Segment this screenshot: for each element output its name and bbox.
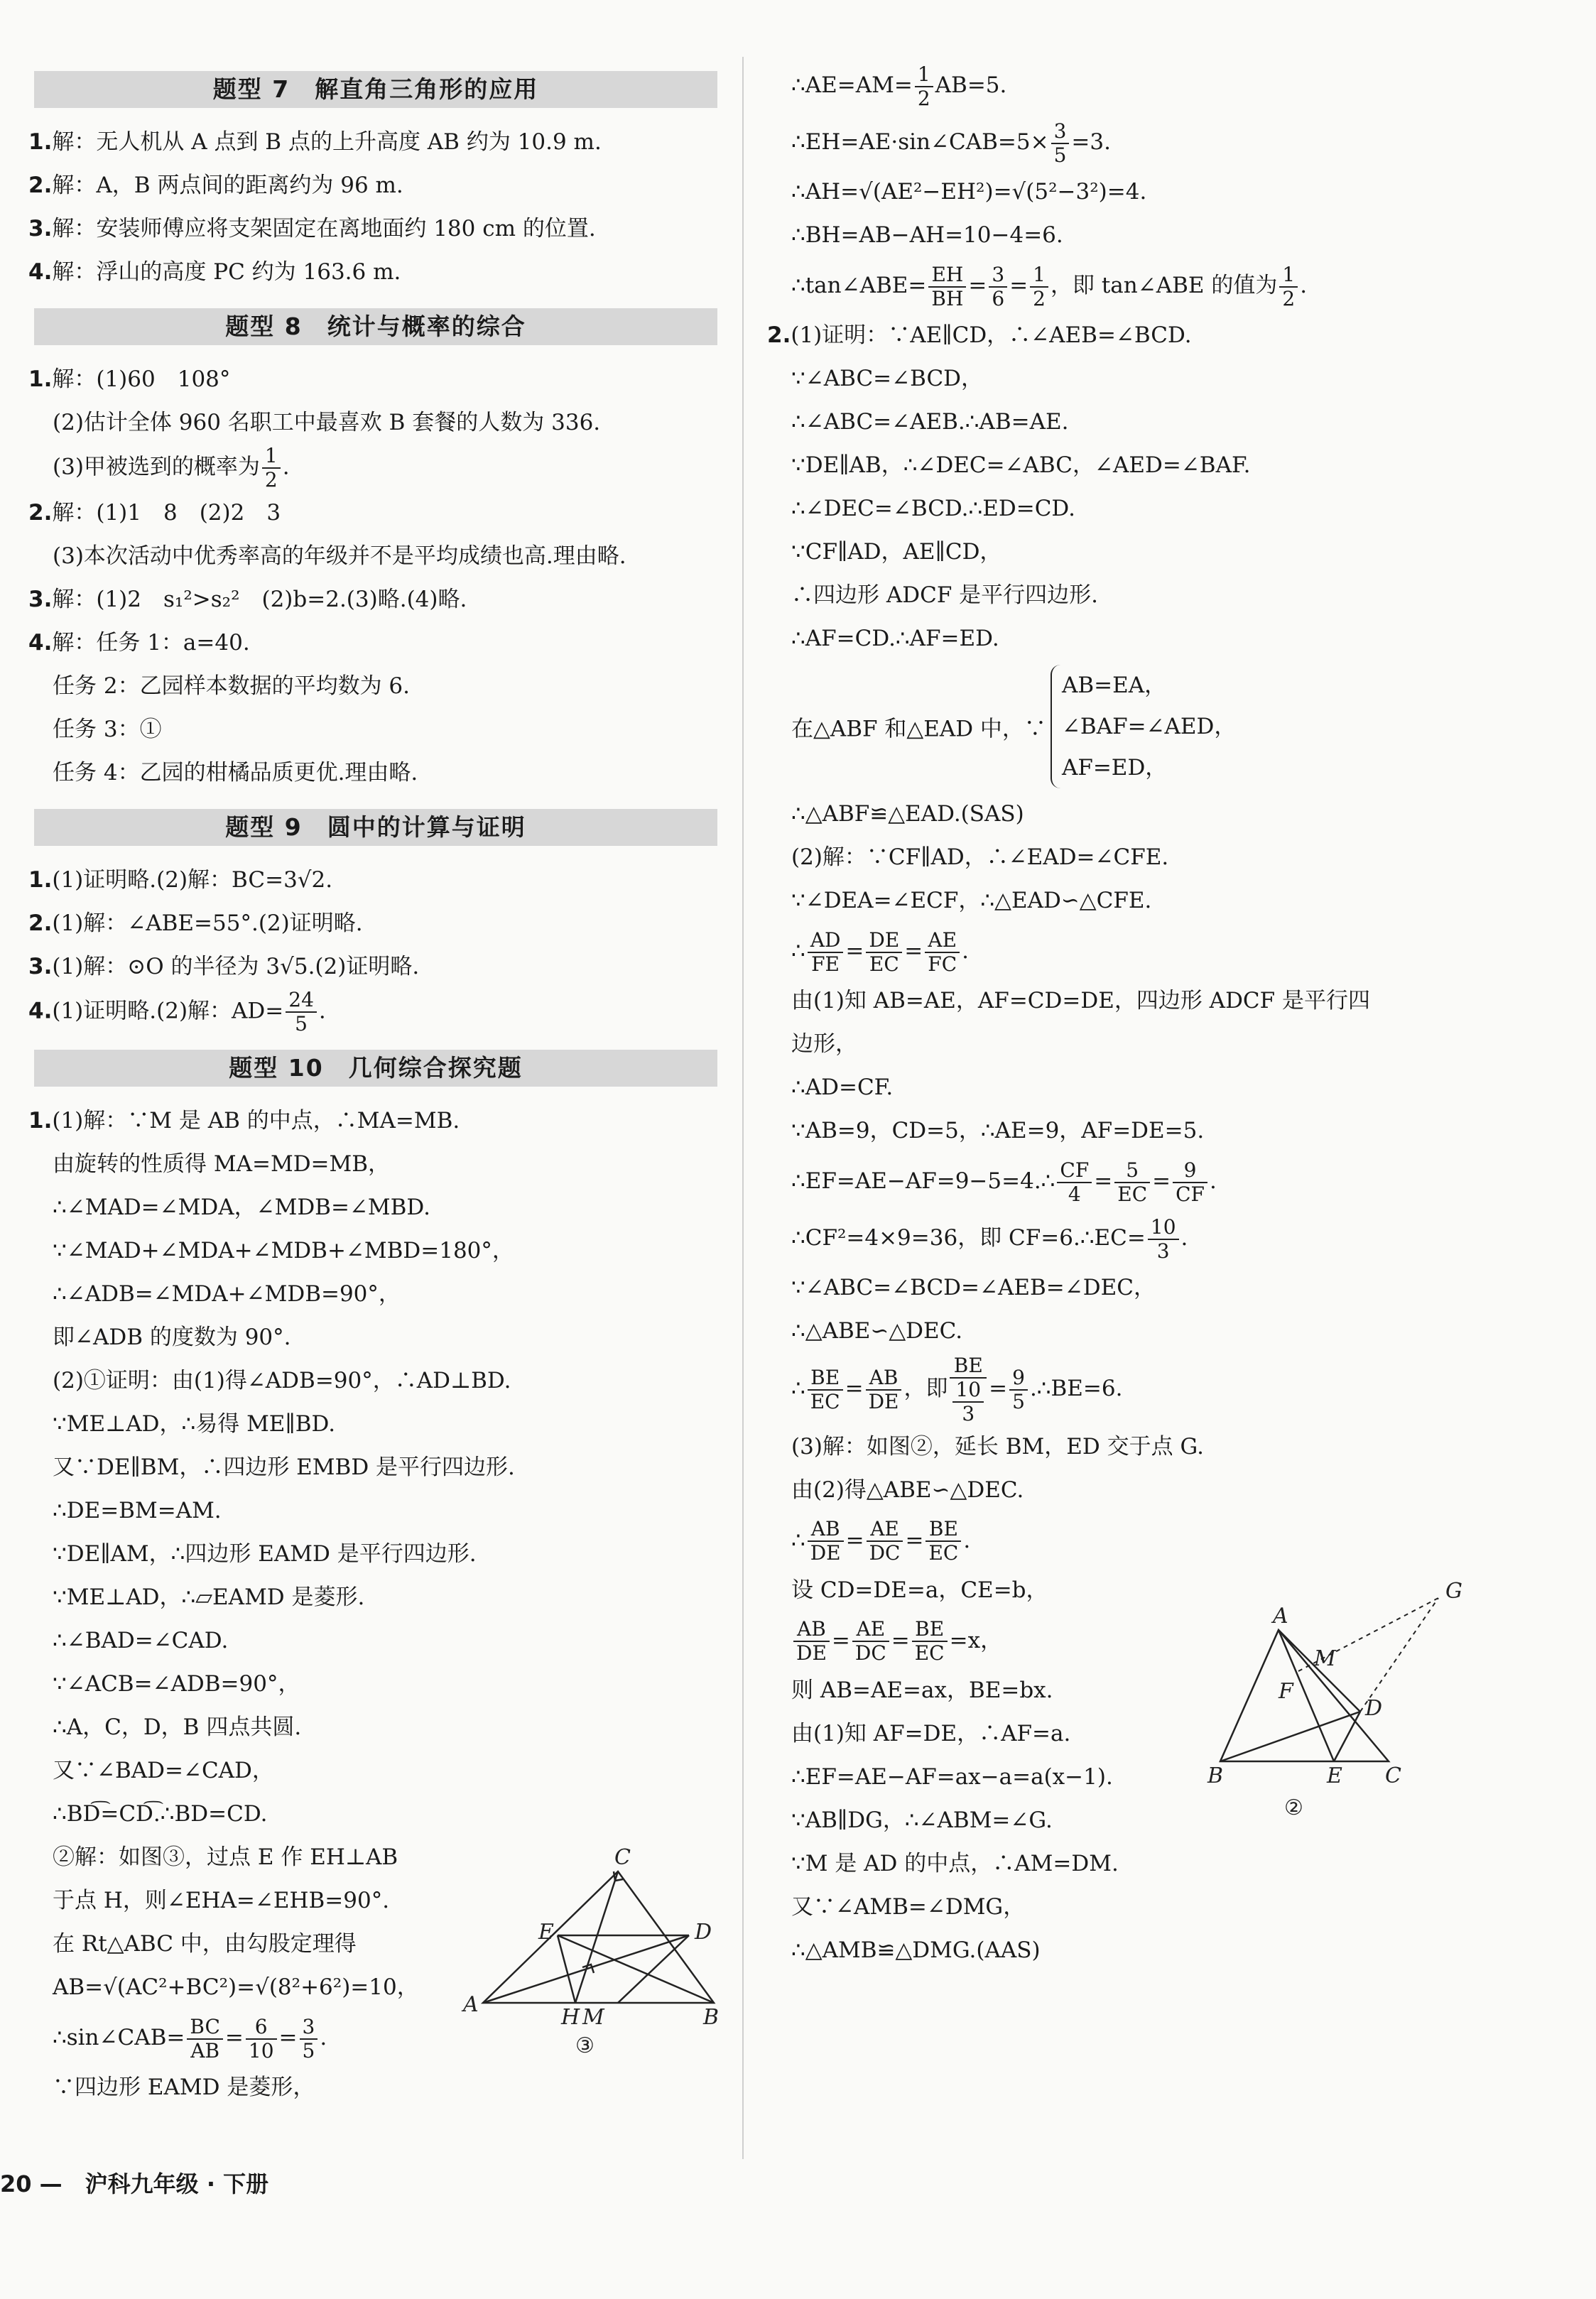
- text-line: ∵M 是 AD 的中点，∴AM=DM.: [791, 1850, 1119, 1876]
- text-line: 于点 H，则∠EHA=∠EHB=90°.: [53, 1888, 390, 1913]
- fig2-caption: ②: [1284, 1795, 1303, 1820]
- list-item: 1.解：无人机从 A 点到 B 点的上升高度 AB 约为 10.9 m.: [28, 129, 602, 155]
- list-item: 1.(1)证明略.(2)解：BC=3√2.: [28, 867, 333, 893]
- fraction: $\frac{24}{5}$: [286, 989, 317, 1036]
- list-item: 4.解：任务 1：a=40.: [28, 630, 250, 656]
- text-line: ∴△ABF≌△EAD.(SAS): [791, 801, 1024, 827]
- text-line: 任务 2：乙园样本数据的平均数为 6.: [53, 673, 411, 699]
- fig2-label-A: A: [1273, 1604, 1288, 1629]
- left-column: [28, 57, 720, 2109]
- fig3-label-C: C: [614, 1847, 631, 1870]
- text-line: 由(1)知 AB=AE，AF=CD=DE，四边形 ADCF 是平行四: [791, 988, 1371, 1013]
- text-line: 又∵DE∥BM，∴四边形 EMBD 是平行四边形.: [53, 1455, 515, 1480]
- text-line: ∴BH=AB−AH=10−4=6.: [791, 222, 1063, 248]
- fig2-label-D: D: [1365, 1696, 1383, 1721]
- text-line: ∵CF∥AD，AE∥CD，: [791, 539, 1002, 565]
- text-line: ∵∠ACB=∠ADB=90°，: [53, 1671, 300, 1697]
- text-line: ∴CF²=4×9=36，即 CF=6.∴EC= $\frac{10}{3}$ .: [791, 1214, 1188, 1263]
- section-title-10: 题型 10 几何综合探究题: [34, 1050, 717, 1087]
- column-divider: [742, 57, 744, 2159]
- text-line: 任务 3：①: [53, 717, 162, 742]
- equation-system: 在△ABF 和△EAD 中，∵AB=EA， ∠BAF=∠AED， AF=ED，: [767, 665, 1570, 788]
- fig3-label-E: E: [538, 1920, 554, 1945]
- text-line: ∴AE=AM= $\frac{1}{2}$ AB=5.: [791, 62, 1007, 110]
- text-line: ∴AF=CD.∴AF=ED.: [791, 626, 999, 651]
- section-title-8: 题型 8 统计与概率的综合: [34, 308, 717, 345]
- text-line: ∴A，C，D，B 四点共圆.: [53, 1714, 302, 1740]
- text-line: ②解：如图③，过点 E 作 EH⊥AB: [53, 1844, 398, 1870]
- list-item: 1.(1)解：∵M 是 AB 的中点，∴MA=MB.: [28, 1108, 460, 1134]
- fig2-label-F: F: [1279, 1679, 1293, 1704]
- fig3-label-D: D: [695, 1920, 712, 1945]
- fig3-label-B: B: [703, 2005, 720, 2030]
- figure-3: [455, 1847, 732, 2060]
- text-line: ∴ $\frac{BE}{EC}$ = $\frac{AB}{DE}$ ，即 $\frac{BE}{\frac{10}{3}}$ = $\frac{9}{5}$ .∴BE=6.: [791, 1353, 1123, 1425]
- fig2-label-G: G: [1445, 1579, 1462, 1604]
- fig3-label-H: H: [561, 2005, 580, 2030]
- text-line: 边形，: [791, 1031, 857, 1057]
- list-item: 4.解：浮山的高度 PC 约为 163.6 m.: [28, 259, 401, 285]
- text-line: 设 CD=DE=a，CE=b，: [791, 1577, 1048, 1603]
- text-line: ∴∠DEC=∠BCD.∴ED=CD.: [791, 496, 1076, 521]
- text-line: ∴△ABE∽△DEC.: [791, 1318, 963, 1344]
- text-line: ∵∠ABC=∠BCD=∠AEB=∠DEC，: [791, 1275, 1156, 1300]
- text-line: AB=√(AC²+BC²)=√(8²+6²)=10，: [53, 1974, 419, 2000]
- text-line: 由旋转的性质得 MA=MD=MB，: [53, 1151, 391, 1177]
- fig2-label-E: E: [1327, 1763, 1342, 1788]
- fig2-label-M: M: [1314, 1646, 1336, 1671]
- text-line: ∵DE∥AB，∴∠DEC=∠ABC，∠AED=∠BAF.: [791, 452, 1251, 478]
- text-line: (2)估计全体 960 名职工中最喜欢 B 套餐的人数为 336.: [53, 410, 601, 435]
- fraction: $\frac{3}{5}$: [300, 2016, 318, 2062]
- text-line: ∴BD͡=CD͡.∴BD=CD.: [53, 1801, 268, 1827]
- text-line: 即∠ADB 的度数为 90°.: [53, 1325, 291, 1350]
- text-line: ∴ $\frac{AB}{DE}$ = $\frac{AE}{DC}$ = $\frac{BE}{EC}$ .: [791, 1517, 971, 1565]
- text-line: (2)解：∵CF∥AD，∴∠EAD=∠CFE.: [791, 844, 1169, 870]
- text-line: ∴∠ABC=∠AEB.∴AB=AE.: [791, 409, 1069, 435]
- fig2-label-C: C: [1385, 1763, 1401, 1788]
- text-line: ∵四边形 EAMD 是菱形，: [53, 2075, 315, 2100]
- fraction: $\frac{BC}{AB}$: [187, 2016, 223, 2062]
- text-line: ∴四边形 ADCF 是平行四边形.: [791, 582, 1099, 608]
- text-line: ∵∠MAD+∠MDA+∠MDB+∠MBD=180°，: [53, 1238, 514, 1263]
- fig3-caption: ③: [575, 2033, 595, 2058]
- text-line: (2)①证明：由(1)得∠ADB=90°，∴AD⊥BD.: [53, 1368, 511, 1393]
- text-line: ∴∠ADB=∠MDA+∠MDB=90°，: [53, 1281, 401, 1307]
- text-line: ∴EH=AE·sin∠CAB=5× $\frac{3}{5}$ =3.: [791, 119, 1111, 167]
- text-line: ∴EF=AE−AF=9−5=4.∴ $\frac{CF}{4}$ = $\frac{5}{EC}$ = $\frac{9}{CF}$ .: [791, 1158, 1217, 1206]
- list-item: 2.(1)证明：∵AE∥CD，∴∠AEB=∠BCD.: [767, 322, 1192, 348]
- text-line: ∴AH=√(AE²−EH²)=√(5²−3²)=4.: [791, 179, 1147, 205]
- text-line: 由(2)得△ABE∽△DEC.: [791, 1477, 1024, 1503]
- text-line: ∵AB∥DG，∴∠ABM=∠G.: [791, 1807, 1053, 1833]
- text-line: ∴ $\frac{AD}{FE}$ = $\frac{DE}{EC}$ = $\frac{AE}{FC}$ .: [791, 928, 969, 976]
- text-line: 又∵∠BAD=∠CAD，: [53, 1758, 274, 1783]
- text-line: (3)解：如图②，延长 BM，ED 交于点 G.: [791, 1433, 1204, 1460]
- text-line: $\frac{AB}{DE}$ = $\frac{AE}{DC}$ = $\frac{BE}{EC}$ =x，: [767, 1612, 1570, 1669]
- sec7-list: [28, 121, 717, 294]
- text-line: ∵∠ABC=∠BCD，: [791, 366, 984, 391]
- fraction: $\frac{1}{2}$: [262, 445, 281, 491]
- text-line: ∵ME⊥AD，∴易得 ME∥BD.: [53, 1411, 336, 1437]
- text-line: ∴sin∠CAB= $\frac{BC}{AB}$ = $\frac{6}{10}$ = $\frac{3}{5}$ .: [53, 2014, 327, 2062]
- text-line: ∵DE∥AM，∴四边形 EAMD 是平行四边形.: [53, 1541, 477, 1567]
- text-line: ∴tan∠ABE= $\frac{EH}{BH}$ = $\frac{3}{6}$ = $\frac{1}{2}$ ，即 tan∠ABE 的值为 $\frac{1}{2}$ .: [791, 262, 1308, 310]
- text-line: 则 AB=AE=ax，BE=bx.: [791, 1677, 1053, 1703]
- figure-2: [1200, 1573, 1470, 1836]
- list-item: 2.解：(1)1 8 (2)2 3: [28, 500, 281, 526]
- list-item: 3.解：安装师傅应将支架固定在离地面约 180 cm 的位置.: [28, 216, 596, 241]
- list-item: 1.解：(1)60 108°: [28, 366, 231, 392]
- text-line: ∴AD=CF.: [791, 1075, 894, 1100]
- list-item: 3.解：(1)2 s₁²>s₂² (2)b=2.(3)略.(4)略.: [28, 587, 467, 612]
- fraction: $\frac{6}{10}$: [246, 2016, 277, 2062]
- section-title-9: 题型 9 圆中的计算与证明: [34, 809, 717, 846]
- text-line: 任务 4：乙园的柑橘品质更优.理由略.: [53, 760, 418, 786]
- text-line: 由(1)知 AF=DE，∴AF=a.: [791, 1720, 1071, 1746]
- list-item: 4.(1)证明略.(2)解：AD= $\frac{24}{5}$ .: [28, 988, 326, 1036]
- text-line: ∵ME⊥AD，∴▱EAMD 是菱形.: [53, 1585, 365, 1610]
- text-line: ∴△AMB≌△DMG.(AAS): [791, 1937, 1041, 1963]
- list-item: 2.解：A，B 两点间的距离约为 96 m.: [28, 173, 403, 198]
- page-footer: 20 — 沪科九年级 · 下册: [0, 2170, 269, 2197]
- text-line: ∴EF=AE−AF=ax−a=a(x−1).: [791, 1763, 1113, 1790]
- fig3-label-A: A: [463, 1992, 479, 2017]
- text-line: ∵∠DEA=∠ECF，∴△EAD∽△CFE.: [791, 888, 1152, 913]
- fig3-label-M: M: [582, 2005, 604, 2030]
- text-line: ∴∠BAD=∠CAD.: [53, 1628, 229, 1653]
- text-line: 又∵∠AMB=∠DMG，: [791, 1893, 1026, 1920]
- section-title-7: 题型 7 解直角三角形的应用: [34, 71, 717, 108]
- list-item: 3.(1)解：⊙O 的半径为 3√5.(2)证明略.: [28, 954, 420, 979]
- fig2-label-B: B: [1207, 1763, 1224, 1788]
- text-line: ∴∠MAD=∠MDA，∠MDB=∠MBD.: [53, 1195, 431, 1220]
- list-item: 2.(1)解：∠ABE=55°.(2)证明略.: [28, 911, 363, 936]
- text-line: ∴DE=BM=AM.: [53, 1498, 222, 1523]
- text-line: ∵AB=9，CD=5，∴AE=9，AF=DE=5.: [791, 1118, 1205, 1143]
- text-line: (3)本次活动中优秀率高的年级并不是平均成绩也高.理由略.: [53, 543, 626, 569]
- text-line: (3)甲被选到的概率为 $\frac{1}{2}$ .: [53, 444, 290, 491]
- text-line: 在 Rt△ABC 中，由勾股定理得: [53, 1931, 357, 1957]
